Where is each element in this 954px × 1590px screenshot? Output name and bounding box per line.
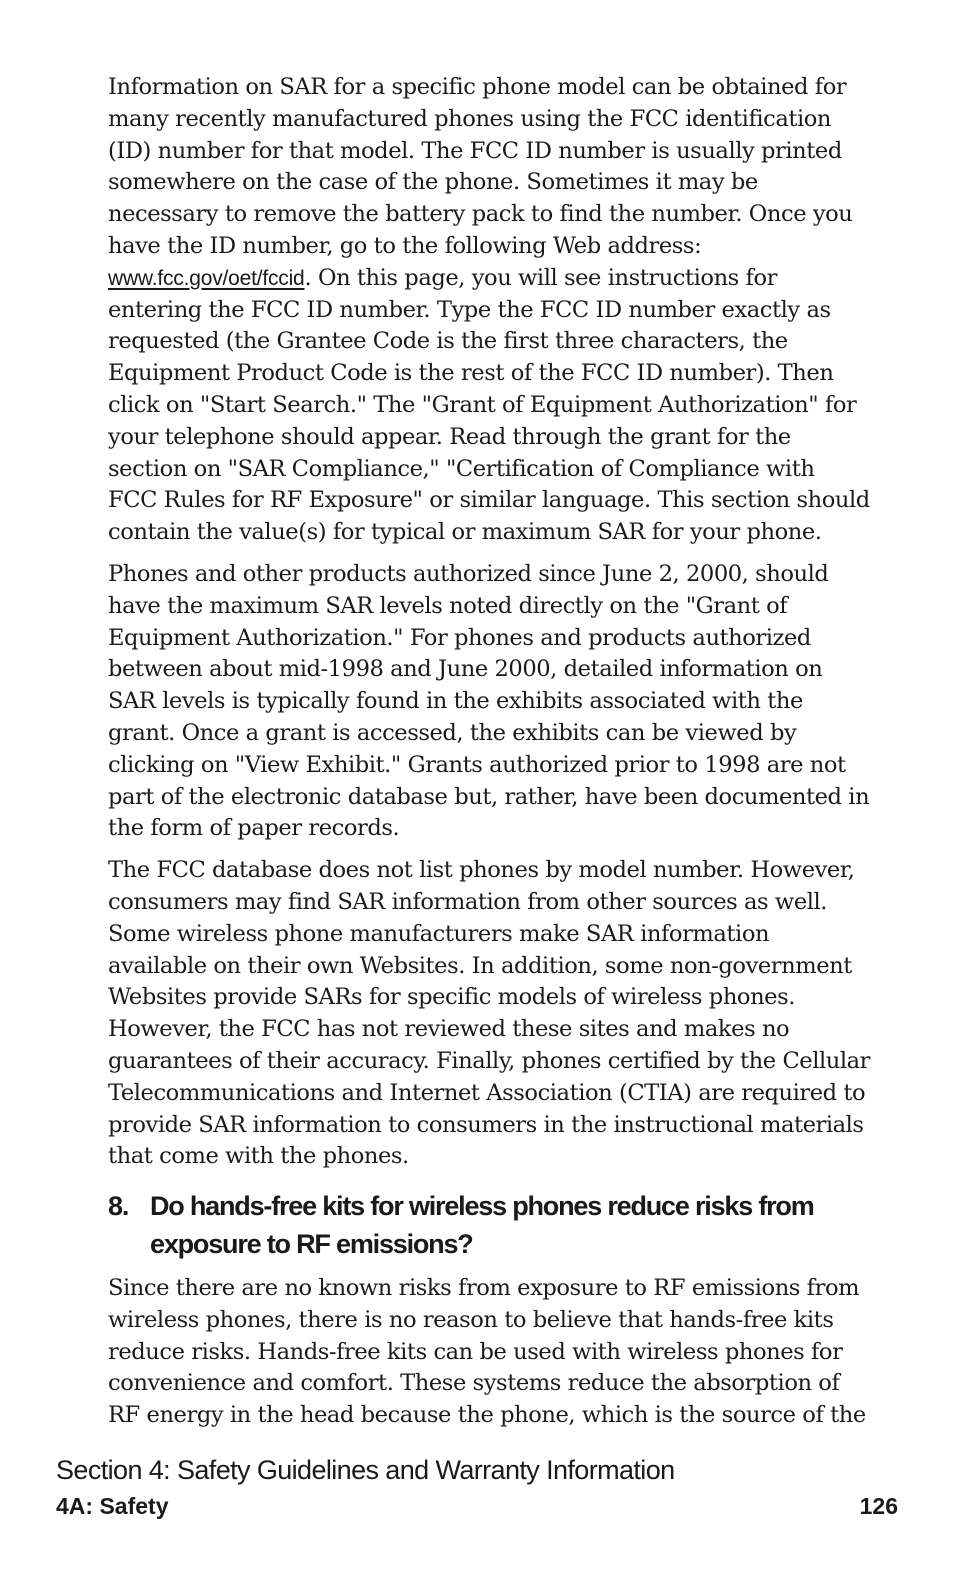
paragraph-text: Information on SAR for a specific phone model can be obtained for many recently manufactured phones using the FCC identification (ID) number for that model. The FCC ID number is usually printed somewhere on the case of the phone. Sometimes it may be necessary to remove the battery pack to find the number. Once you have the ID number, go to the following Web address: — [108, 74, 853, 259]
page-content — [108, 72, 870, 1442]
page-number: 126 — [859, 1493, 898, 1519]
question-number: 8. — [108, 1191, 129, 1222]
question-heading — [108, 1187, 870, 1263]
paragraph-grant-authorization: Phones and other products authorized since June 2, 2000, should have the maximum SAR levels noted directly on the "Grant of Equipment Authorization." For phones and products authorized between about mid-1998 and June 2000, detailed information on SAR levels is typically found in the exhibits associated with the grant. Once a grant is accessed, the exhibits can be viewed by clicking on "View Exhibit." Grants authorized prior to 1998 are not part of the electronic database but, rather, have been documented in the form of paper records. — [108, 560, 870, 842]
footer-subsection: 4A: Safety — [56, 1493, 169, 1519]
paragraph-fcc-database: The FCC database does not list phones by model number. However, consumers may find SAR information from other sources as well. Some wireless phone manufacturers make SAR information available on their own Websites. In addition, some non-government Websites provide SARs for specific models of wireless phones. However, the FCC has not reviewed these sites and makes no guarantees of their accuracy. Finally, phones certified by the Cellular Telecommunications and Internet Association (CTIA) are required to provide SAR information to consumers in the instructional materials that come with the phones. — [108, 857, 870, 1170]
question-text: Do hands-free kits for wireless phones reduce risks from exposure to RF emissions? — [150, 1191, 814, 1260]
paragraph-sar-lookup — [108, 72, 870, 549]
paragraph-text: . On this page, you will see instructions for entering the FCC ID number. Type the FCC ID number exactly as requested (the Grantee Code is the first three characters, the Equipment Product Code is the rest of the FCC ID number). Then click on "Start Search." The "Grant of Equipment Authorization" for your telephone should appear. Read through the grant for the section on "SAR Compliance," "Certification of Compliance with FCC Rules for RF Exposure" or similar language. This section should contain the value(s) for typical or maximum SAR for your phone. — [108, 264, 870, 546]
footer-section-title: Section 4: Safety Guidelines and Warranty Information — [56, 1455, 675, 1485]
fcc-id-link[interactable]: www.fcc.gov/oet/fccid — [108, 266, 305, 290]
paragraph-hands-free: Since there are no known risks from exposure to RF emissions from wireless phones, there is no reason to believe that hands-free kits reduce risks. Hands-free kits can be used with wireless phones for convenience and comfort. These systems reduce the absorption of RF energy in the head because the phone, which is the source of the — [108, 1275, 866, 1429]
